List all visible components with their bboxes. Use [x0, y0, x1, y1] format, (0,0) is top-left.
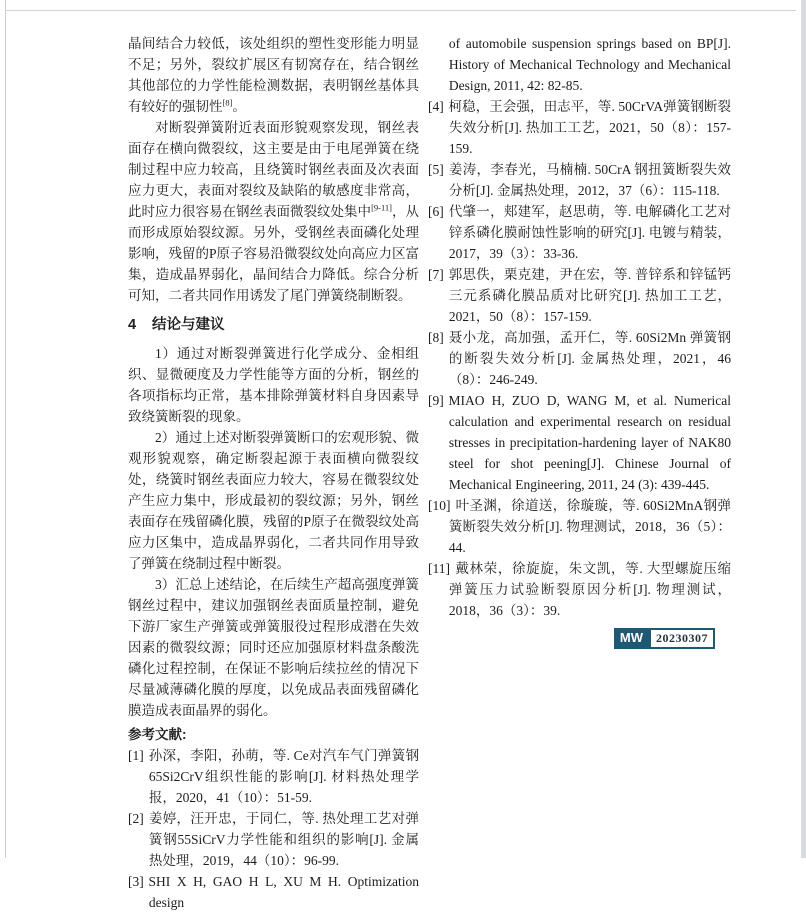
reference-item: [128, 745, 419, 808]
section-heading-conclusions: [128, 315, 419, 336]
reference-number: [3]: [128, 874, 144, 889]
reference-text: SHI X H, GAO H L, XU M H. Optimization design: [148, 874, 419, 910]
reference-number: [5]: [428, 162, 444, 177]
reference-item: [128, 808, 419, 871]
reference-text: 戴林荣，徐旋旋，朱文凯，等. 大型螺旋压缩弹簧压力试验断裂原因分析[J]. 物理测试，2018，36（3）：39.: [448, 561, 731, 618]
reference-item: [428, 264, 731, 327]
right-column: [428, 33, 731, 649]
page-right-gray-band: [801, 0, 806, 858]
reference-item: [428, 96, 731, 159]
reference-item: [428, 495, 731, 558]
section-title: 结论与建议: [152, 317, 225, 333]
conclusion-item-3: 3）汇总上述结论，在后续生产超高强度弹簧钢丝过程中，建议加强钢丝表面质量控制，避免下游厂家生产弹簧或弹簧服役过程形成潜在失效因素的微裂纹源；同时还应加强原材料盘条酸洗磷化过程控制，在保证不影响后续拉丝的情况下尽量减薄磷化膜的厚度，以免成品表面残留磷化膜造成表面晶界的弱化。: [128, 577, 419, 718]
reference-text: 叶圣渊，徐道送，徐璇璇，等. 60Si2MnA钢弹簧断裂失效分析[J]. 物理测试，2018，36（5）：44.: [448, 498, 731, 555]
reference-number: [6]: [428, 204, 444, 219]
reference-number: [11]: [428, 561, 450, 576]
section-number: 4: [128, 317, 137, 333]
reference-text: 郭思佚，栗克建，尹在宏，等. 普锌系和锌锰钙三元系磷化膜品质对比研究[J]. 热加工工艺，2021，50（8）：157-159.: [448, 267, 731, 324]
reference-number: [7]: [428, 267, 444, 282]
reference-text: MIAO H, ZUO D, WANG M, et al. Numerical calculation and experimental research on residual stresses in precipitation-hardening layer of NAK80 steel for shot peening[J]. Chinese Journal of Mechanical Engineering, 2011, 24 (3): 439-445.: [448, 393, 731, 492]
citation-superscript: [8]: [222, 97, 233, 108]
reference-item: [428, 390, 731, 495]
journal-logo-mw: MW: [614, 628, 649, 649]
citation-superscript: [9-11]: [371, 202, 392, 213]
paragraph-text: 对断裂弹簧附近表面形貌观察发现，钢丝表面存在横向微裂纹，这主要是由于电尾弹簧在绕制过程中应力较高，且绕簧时钢丝表面及次表面应力更大，表面对裂纹及缺陷的敏感度非常高，此时应力很容易在钢丝表面微裂纹处集中: [128, 120, 419, 219]
reference-item: [428, 327, 731, 390]
reference-number: [2]: [128, 811, 144, 826]
conclusion-item-1: 1）通过对断裂弹簧进行化学成分、金相组织、显微硬度及力学性能等方面的分析，钢丝的各项指标均正常，基本排除弹簧材料自身因素导致绕簧断裂的现象。: [128, 346, 419, 424]
reference-text: 聂小龙，高加强，孟开仁，等. 60Si2Mn 弹簧钢的断裂失效分析[J]. 金属热处理，2021，46（8）：246-249.: [448, 330, 731, 387]
reference-item: [428, 558, 731, 621]
article-id-badge: [428, 628, 715, 649]
reference-text: 代肇一，郏建军，赵思萌，等. 电解磷化工艺对锌系磷化膜耐蚀性影响的研究[J]. 电镀与精装，2017，39（3）：33-36.: [448, 204, 731, 261]
reference-number: [4]: [428, 99, 444, 114]
scan-edge-top-line: [5, 10, 796, 11]
scan-edge-left-line: [5, 0, 6, 858]
reference-number: [1]: [128, 748, 144, 763]
reference-item: [428, 201, 731, 264]
references-heading: 参考文献:: [128, 727, 187, 742]
paragraph-grain-boundary: [128, 33, 419, 117]
reference-text: 柯稳，王会强，田志平，等. 50CrVA弹簧钢断裂失效分析[J]. 热加工工艺，2021，50（8）：157-159.: [448, 99, 731, 156]
left-column: [128, 33, 419, 913]
reference-continuation: of automobile suspension springs based on BP[J]. History of Mechanical Technology and Mechanical Design, 2011, 42: 82-85.: [448, 36, 731, 93]
reference-number: [8]: [428, 330, 444, 345]
paragraph-surface-morphology: [128, 117, 419, 306]
reference-text: 孙深，李阳，孙萌，等. Ce对汽车气门弹簧钢65Si2CrV组织性能的影响[J]. 材料热处理学报，2020，41（10）：51-59.: [148, 748, 419, 805]
paragraph-text: 。: [232, 99, 246, 114]
reference-number: [10]: [428, 498, 451, 513]
paragraph-text: ，从而形成原始裂纹源。另外，受钢丝表面磷化处理影响，残留的P原子容易沿微裂纹处向高应力区富集，造成晶界弱化，晶间结合力降低。综合分析可知，二者共同作用诱发了尾门弹簧绕制断裂。: [128, 204, 420, 303]
reference-item: [428, 159, 731, 201]
reference-text: 姜婷，汪开忠，于同仁，等. 热处理工艺对弹簧钢55SiCrV力学性能和组织的影响[J]. 金属热处理，2019，44（10）：96-99.: [148, 811, 419, 868]
reference-text: 姜涛，李春光，马楠楠. 50CrA 钢扭簧断裂失效分析[J]. 金属热处理，2012，37（6）：115-118.: [448, 162, 731, 198]
article-id-code: 20230307: [649, 628, 715, 649]
conclusion-item-2: 2）通过上述对断裂弹簧断口的宏观形貌、微观形貌观察，确定断裂起源于表面横向微裂纹处，绕簧时钢丝表面应力较大，容易在微裂纹处产生应力集中，形成最初的裂纹源；另外，钢丝表面存在残留磷化膜，残留的P原子在微裂纹处高应力区集中，造成晶界弱化，二者共同作用导致了弹簧在绕制过程中断裂。: [128, 430, 420, 571]
reference-item: [128, 871, 419, 913]
paragraph-text: 晶间结合力较低，该处组织的塑性变形能力明显不足；另外，裂纹扩展区有韧窝存在，结合钢丝其他部位的力学性能检测数据，表明钢丝基体具有较好的强韧性: [128, 36, 419, 114]
reference-number: [9]: [428, 393, 444, 408]
